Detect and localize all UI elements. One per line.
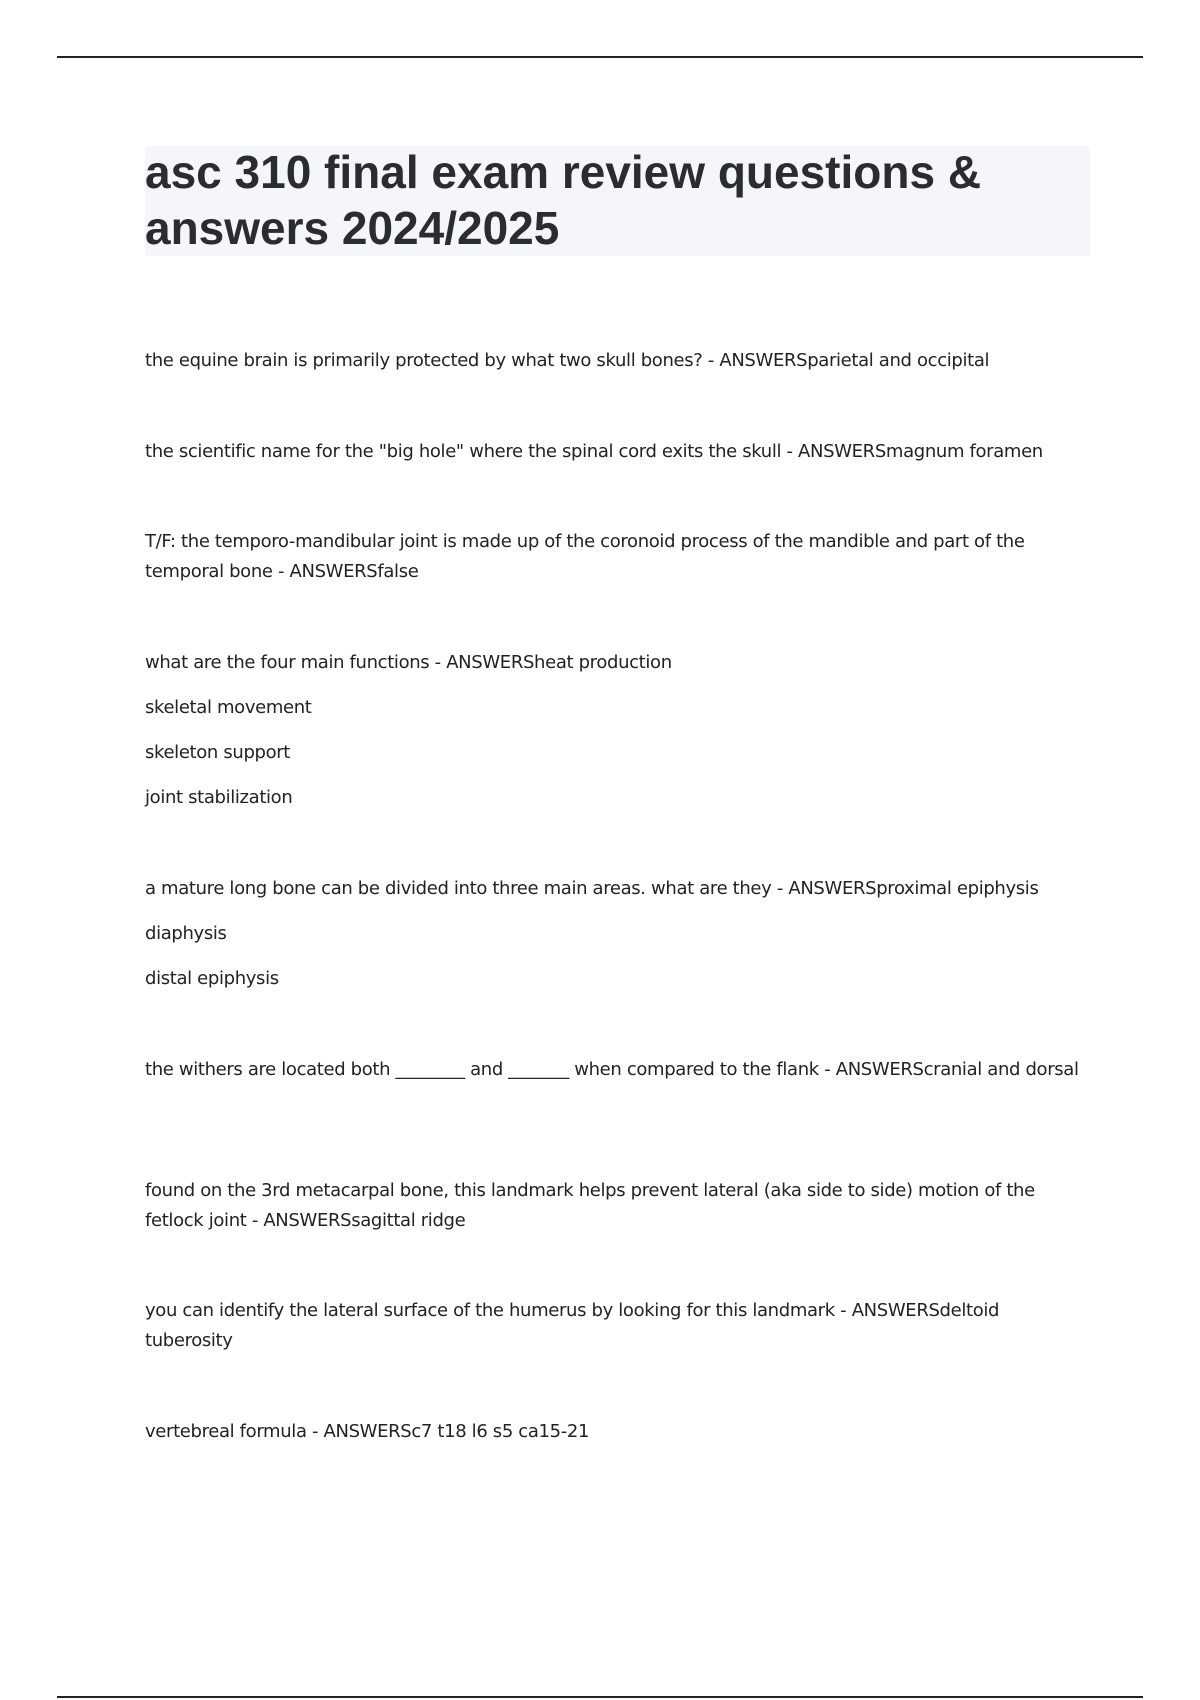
qa-text: found on the 3rd metacarpal bone, this landmark helps prevent lateral (aka side to side) motion of the fetlock joint - ANSWERSsagittal ridge	[145, 1180, 1035, 1231]
qa-text: the withers are located both ________ and _______ when compared to the flank - ANSWERScranial and dorsal	[145, 1059, 1079, 1080]
qa-text: a mature long bone can be divided into three main areas. what are they - ANSWERSproximal epiphysis	[145, 878, 1039, 899]
qa-entry-8	[145, 1296, 1090, 1356]
qa-entry-9	[145, 1417, 1090, 1447]
qa-answer-line: distal epiphysis	[145, 968, 279, 989]
qa-entry-3	[145, 527, 1090, 587]
bottom-rule	[57, 1696, 1143, 1698]
qa-text: the equine brain is primarily protected by what two skull bones? - ANSWERSparietal and occipital	[145, 350, 990, 371]
top-rule	[57, 56, 1143, 58]
qa-entry-6	[145, 1055, 1090, 1085]
qa-text: vertebreal formula - ANSWERSc7 t18 l6 s5 ca15-21	[145, 1421, 590, 1442]
qa-answer-line: skeletal movement	[145, 697, 312, 718]
qa-entry-5	[145, 874, 1090, 994]
qa-answer-line: diaphysis	[145, 923, 227, 944]
qa-entry-2	[145, 437, 1090, 467]
qa-answer-line: skeleton support	[145, 742, 291, 763]
qa-entry-1	[145, 346, 1090, 376]
qa-entry-7	[145, 1176, 1090, 1236]
page-title: asc 310 final exam review questions & answers 2024/2025	[145, 146, 982, 254]
qa-text: T/F: the temporo-mandibular joint is made up of the coronoid process of the mandible and part of the temporal bone - ANSWERSfalse	[145, 531, 1025, 582]
qa-text: what are the four main functions - ANSWERSheat production	[145, 652, 672, 673]
qa-entry-4	[145, 648, 1090, 813]
qa-text: you can identify the lateral surface of the humerus by looking for this landmark - ANSWERSdeltoid tuberosity	[145, 1300, 1000, 1351]
qa-answer-line: joint stabilization	[145, 787, 293, 808]
qa-text: the scientific name for the "big hole" where the spinal cord exits the skull - ANSWERSmagnum foramen	[145, 441, 1043, 462]
